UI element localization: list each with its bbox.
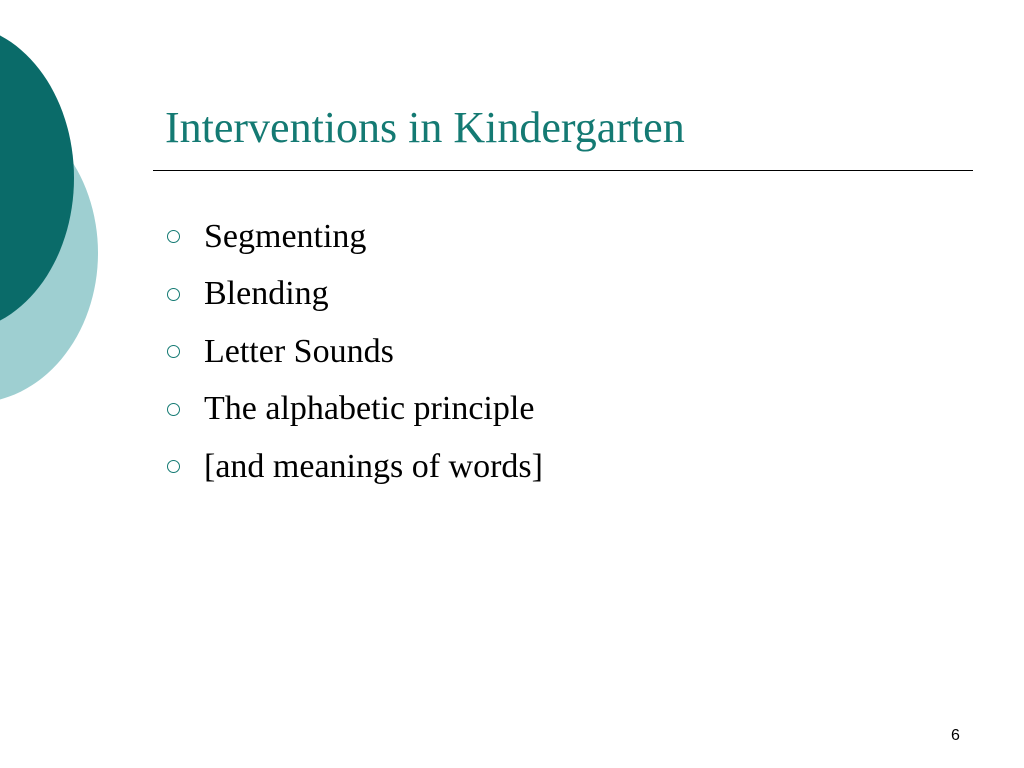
hollow-circle-icon xyxy=(167,345,180,358)
bullet-item xyxy=(165,438,543,496)
bullet-item xyxy=(165,208,543,266)
hollow-circle-icon xyxy=(167,403,180,416)
bullet-text: The alphabetic principle xyxy=(204,390,535,428)
bullet-list xyxy=(165,208,543,496)
page-number: 6 xyxy=(951,727,960,744)
bullet-item xyxy=(165,381,543,439)
hollow-circle-icon xyxy=(167,460,180,473)
bullet-item xyxy=(165,323,543,381)
hollow-circle-icon xyxy=(167,230,180,243)
bullet-text: Letter Sounds xyxy=(204,332,394,370)
slide-title: Interventions in Kindergarten xyxy=(165,103,685,152)
bullet-item xyxy=(165,266,543,324)
hollow-circle-icon xyxy=(167,288,180,301)
bullet-text: Blending xyxy=(204,275,329,313)
bullet-text: Segmenting xyxy=(204,217,367,255)
title-divider xyxy=(153,170,973,171)
bullet-text: [and meanings of words] xyxy=(204,447,543,485)
